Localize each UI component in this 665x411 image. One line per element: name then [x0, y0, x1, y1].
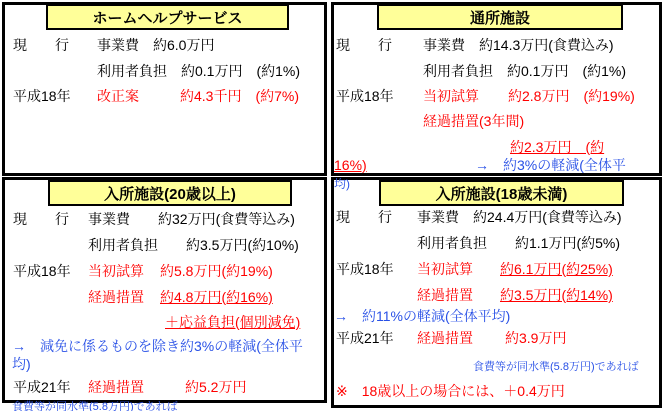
residential-20-reduction-line2: 均) — [12, 356, 31, 372]
day-facility-transitional-value-line2: 16%) — [334, 157, 367, 173]
day-facility-current-label: 現 行 — [336, 37, 392, 53]
residential-20-h21-transitional-label: 経過措置 — [88, 379, 144, 395]
home-help-title: ホームヘルプサービス — [46, 4, 289, 30]
home-help-business-cost: 事業費 約6.0万円 — [97, 37, 215, 53]
residential-18-title: 入所施設(18歳未満) — [379, 180, 624, 206]
home-help-revision-value: 約4.3千円 (約7%) — [180, 88, 300, 104]
residential-20-transitional-label: 経過措置 — [88, 289, 144, 305]
residential-20-current-label: 現 行 — [13, 211, 69, 227]
residential-20-initial-label: 当初試算 — [88, 263, 144, 279]
residential-18-h18-label: 平成18年 — [336, 261, 394, 277]
residential-18-business-cost: 事業費 約24.4万円(食費等込み) — [417, 209, 622, 225]
residential-18-reduction: → 約11%の軽減(全体平均) — [334, 308, 511, 324]
residential-18-user-burden: 利用者負担 約1.1万円(約5%) — [417, 235, 621, 251]
residential-20-transitional-value: 約4.8万円(約16%) — [160, 289, 273, 305]
residential-18-note-18-over: ※ 18歳以上の場合には、＋0.4万円 — [336, 383, 565, 399]
home-help-h18-label: 平成18年 — [13, 88, 71, 104]
day-facility-reduction-line1: → 約3%の軽減(全体平 — [475, 157, 626, 173]
residential-18-transitional-value: 約3.5万円(約14%) — [500, 287, 613, 303]
residential-20-reduction-line1: → 減免に係るものを除き約3%の軽減(全体平 — [12, 338, 303, 354]
residential-18-current-label: 現 行 — [336, 209, 392, 225]
home-help-current-label: 現 行 — [13, 37, 69, 53]
residential-18-h21-transitional-label: 経過措置 — [417, 330, 473, 346]
home-help-user-burden: 利用者負担 約0.1万円 (約1%) — [97, 63, 301, 79]
residential-20-food-note: 食費等が同水準(5.8万円)であれば — [12, 401, 178, 411]
residential-18-food-note: 食費等が同水準(5.8万円)であれば — [473, 361, 639, 373]
residential-20-h21-value: 約5.2万円 — [185, 379, 247, 395]
day-facility-initial-label: 当初試算 — [423, 88, 479, 104]
residential-18-overflow-text: 均) — [334, 177, 350, 191]
residential-20-initial-value: 約5.8万円(約19%) — [160, 263, 273, 279]
residential-20-h21-label: 平成21年 — [13, 379, 71, 395]
residential-20-benefit-burden: ＋応益負担(個別減免) — [165, 314, 301, 330]
home-help-revision-label: 改正案 — [97, 88, 139, 104]
day-facility-business-cost: 事業費 約14.3万円(食費込み) — [423, 37, 614, 53]
day-facility-user-burden: 利用者負担 約0.1万円 (約1%) — [423, 63, 627, 79]
residential-18-h21-value: 約3.9万円 — [505, 330, 567, 346]
day-facility-title: 通所施設 — [377, 4, 623, 30]
residential-18-h21-label: 平成21年 — [336, 330, 394, 346]
residential-18-initial-label: 当初試算 — [417, 261, 473, 277]
residential-18-initial-value: 約6.1万円(約25%) — [500, 261, 613, 277]
day-facility-transitional-value-line1: 約2.3万円 (約 — [510, 139, 605, 155]
day-facility-h18-label: 平成18年 — [336, 88, 394, 104]
residential-18-transitional-label: 経過措置 — [417, 287, 473, 303]
residential-20-business-cost: 事業費 約32万円(食費等込み) — [88, 211, 295, 227]
residential-20-user-burden: 利用者負担 約3.5万円(約10%) — [88, 237, 299, 253]
residential-20-title: 入所施設(20歳以上) — [48, 180, 292, 206]
day-facility-transitional-label: 経過措置(3年間) — [423, 113, 525, 129]
residential-20-h18-label: 平成18年 — [13, 263, 71, 279]
day-facility-initial-value: 約2.8万円 (約19%) — [508, 88, 635, 104]
